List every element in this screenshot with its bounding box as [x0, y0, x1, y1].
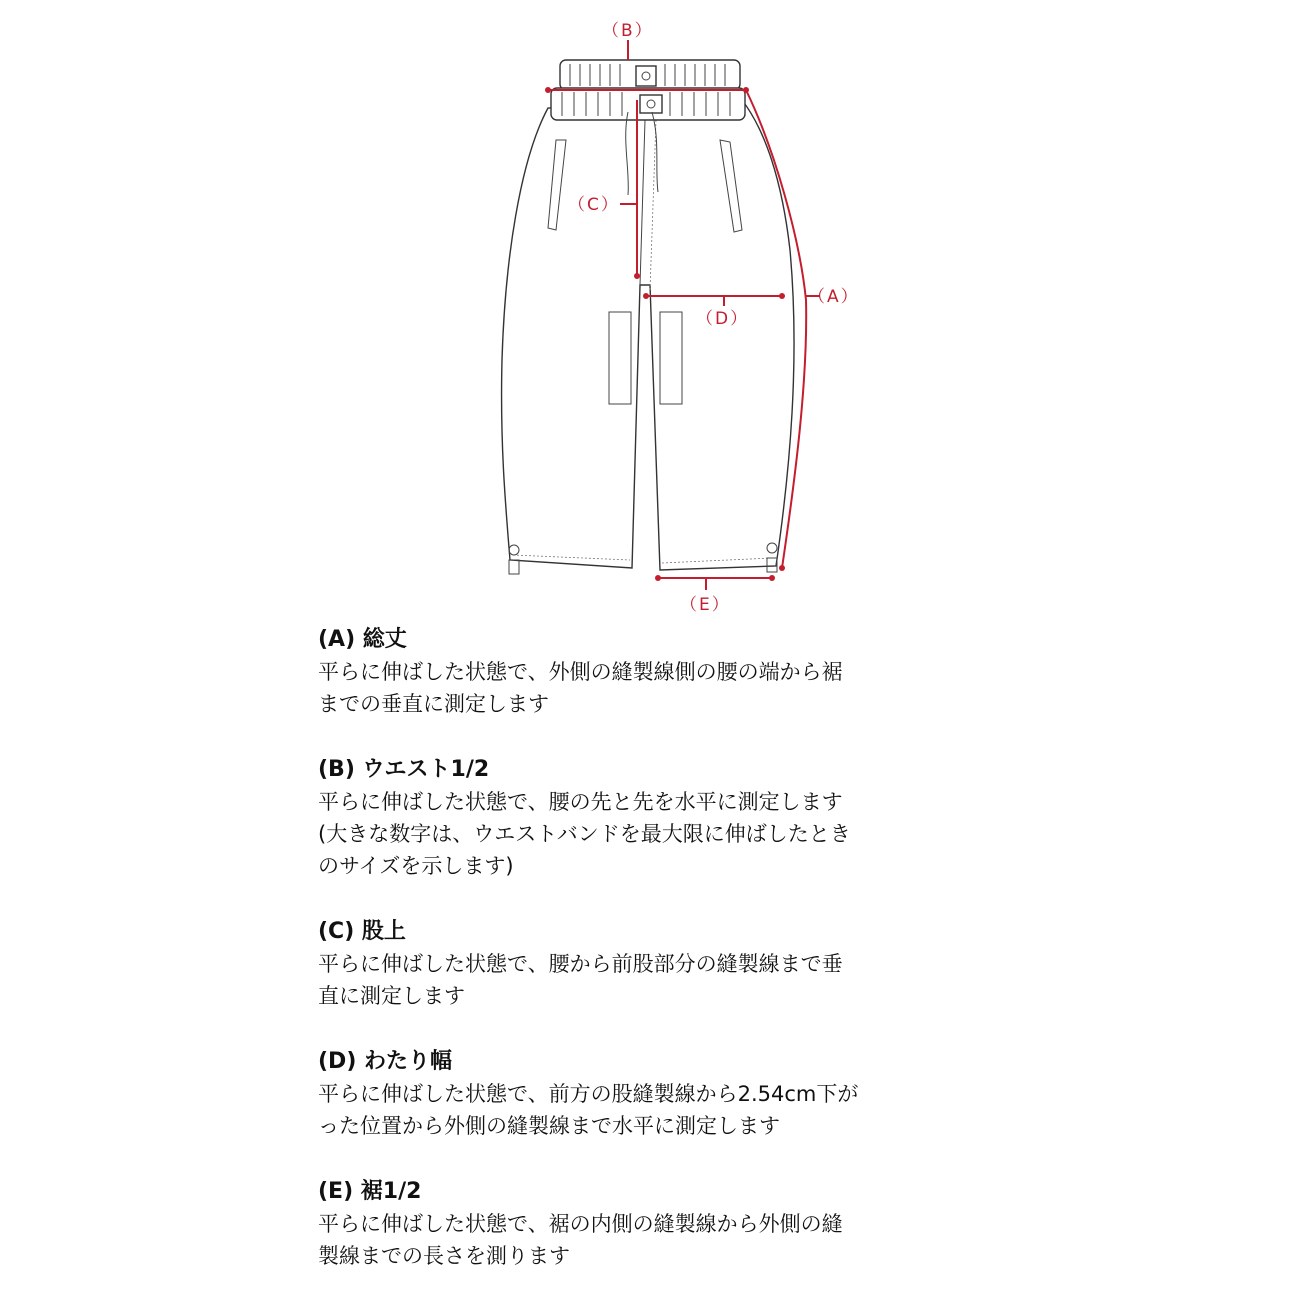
note-line: 直に測定します	[318, 984, 465, 1008]
label-d: （D）	[696, 309, 750, 329]
note-line: 平らに伸ばした状態で、腰の先と先を水平に測定します	[318, 790, 843, 814]
note-line: (大きな数字は、ウエストバンドを最大限に伸ばしたとき	[318, 822, 851, 846]
note-line: 製線までの長さを測ります	[318, 1244, 570, 1268]
pants-outline	[502, 60, 794, 574]
note-title: (E) 裾1/2	[318, 1179, 422, 1204]
note-title: (A) 総丈	[318, 627, 407, 652]
measurement-notes	[318, 624, 1018, 1306]
label-b: （B）	[602, 21, 654, 41]
note-c	[318, 916, 1018, 1012]
note-line: までの垂直に測定します	[318, 692, 549, 716]
note-e	[318, 1176, 1018, 1272]
label-a: （A）	[808, 287, 860, 307]
note-line: 平らに伸ばした状態で、裾の内側の縫製線から外側の縫	[318, 1212, 843, 1236]
pants-measurement-diagram	[0, 0, 1290, 620]
label-c: （C）	[568, 195, 620, 215]
note-b	[318, 754, 1018, 882]
note-line: った位置から外側の縫製線まで水平に測定します	[318, 1114, 780, 1138]
label-e: （E）	[680, 595, 731, 615]
note-title: (D) わたり幅	[318, 1049, 453, 1074]
measure-e-line	[655, 575, 775, 590]
note-line: 平らに伸ばした状態で、前方の股縫製線から2.54cm下が	[318, 1082, 859, 1106]
note-line: 平らに伸ばした状態で、腰から前股部分の縫製線まで垂	[318, 952, 843, 976]
note-title: (B) ウエスト1/2	[318, 757, 490, 782]
note-line: 平らに伸ばした状態で、外側の縫製線側の腰の端から裾	[318, 660, 843, 684]
note-line: のサイズを示します)	[318, 854, 514, 878]
note-a	[318, 624, 1018, 720]
note-d	[318, 1046, 1018, 1142]
note-title: (C) 股上	[318, 919, 406, 944]
